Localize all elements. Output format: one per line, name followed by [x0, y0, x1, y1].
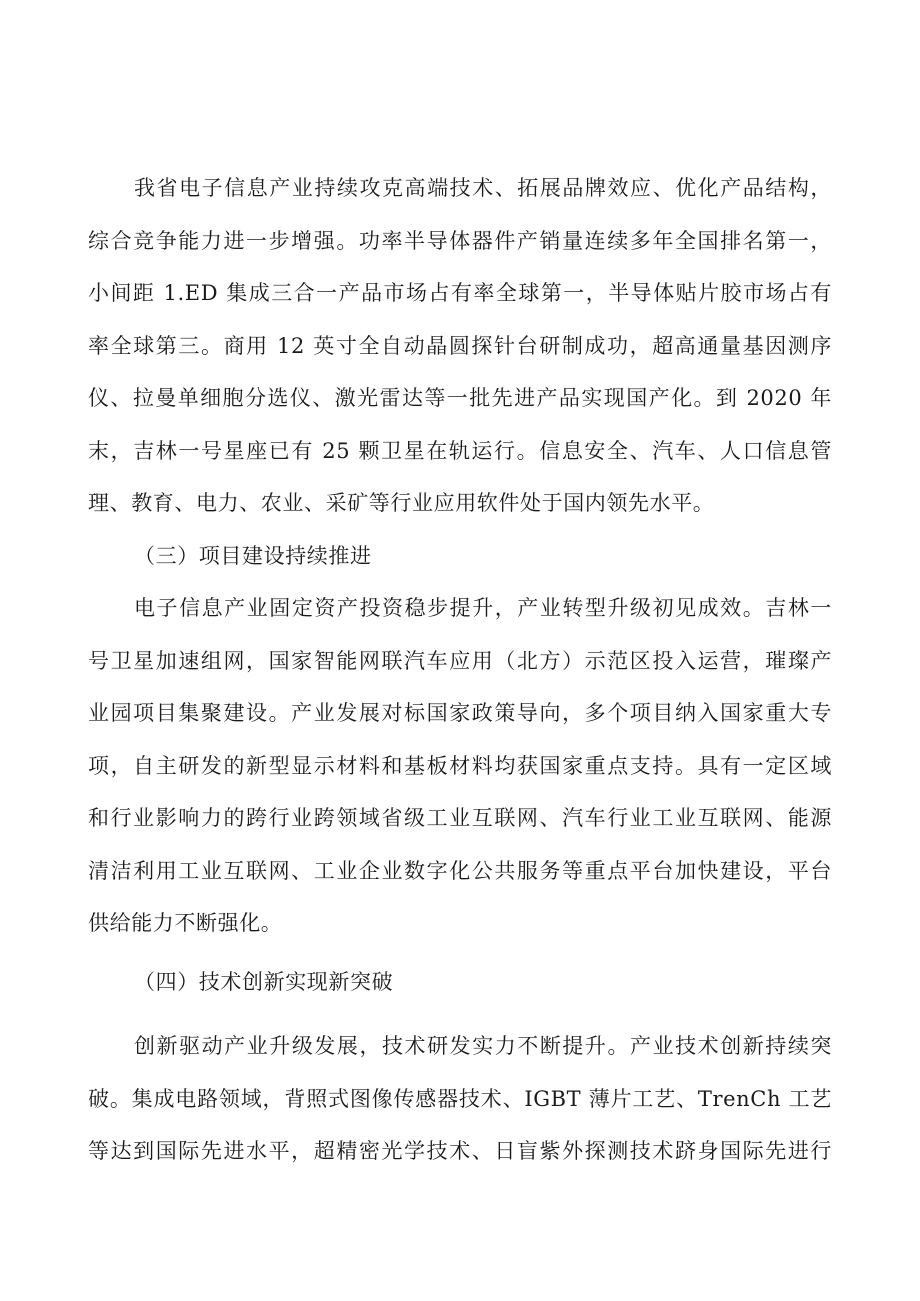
paragraph-2-line-1: 电子信息产业固定资产投资稳步提升，产业转型升级初见成效。吉林一 [134, 596, 832, 620]
section-heading-3: （三）项目建设持续推进 [134, 544, 372, 568]
section-heading-4: （四）技术创新实现新突破 [134, 970, 394, 994]
paragraph-1-line-3: 小间距 1.ED 集成三合一产品市场占有率全球第一，半导体贴片胶市场占有 [88, 281, 832, 305]
paragraph-1-line-7: 理、教育、电力、农业、采矿等行业应用软件处于国内领先水平。 [88, 491, 715, 515]
paragraph-3-line-1: 创新驱动产业升级发展，技术研发实力不断提升。产业技术创新持续突 [134, 1034, 832, 1058]
paragraph-2-line-5: 和行业影响力的跨行业跨领域省级工业互联网、汽车行业工业互联网、能源 [88, 806, 832, 830]
paragraph-2-line-6: 清洁利用工业互联网、工业企业数字化公共服务等重点平台加快建设，平台 [88, 859, 832, 883]
paragraph-1-line-2: 综合竞争能力进一步增强。功率半导体器件产销量连续多年全国排名第一， [88, 229, 832, 253]
paragraph-1-line-5: 仪、拉曼单细胞分选仪、激光雷达等一批先进产品实现国产化。到 2020 年 [88, 386, 832, 410]
paragraph-3-line-3: 等达到国际先进水平，超精密光学技术、日盲紫外探测技术跻身国际先进行 [88, 1139, 832, 1163]
paragraph-3-line-2: 破。集成电路领域，背照式图像传感器技术、IGBT 薄片工艺、TrenCh 工艺 [88, 1087, 832, 1111]
paragraph-2-line-2: 号卫星加速组网，国家智能网联汽车应用（北方）示范区投入运营，璀璨产 [88, 649, 832, 673]
paragraph-2-line-7: 供给能力不断强化。 [88, 911, 283, 935]
paragraph-1-line-4: 率全球第三。商用 12 英寸全自动晶圆探针台研制成功，超高通量基因测序 [88, 334, 832, 358]
paragraph-1-line-6: 末，吉林一号星座已有 25 颗卫星在轨运行。信息安全、汽车、人口信息管 [88, 439, 832, 463]
paragraph-2-line-4: 项，自主研发的新型显示材料和基板材料均获国家重点支持。具有一定区域 [88, 754, 832, 778]
paragraph-2-line-3: 业园项目集聚建设。产业发展对标国家政策导向，多个项目纳入国家重大专 [88, 701, 832, 725]
paragraph-1-line-1: 我省电子信息产业持续攻克高端技术、拓展品牌效应、优化产品结构， [134, 176, 832, 200]
